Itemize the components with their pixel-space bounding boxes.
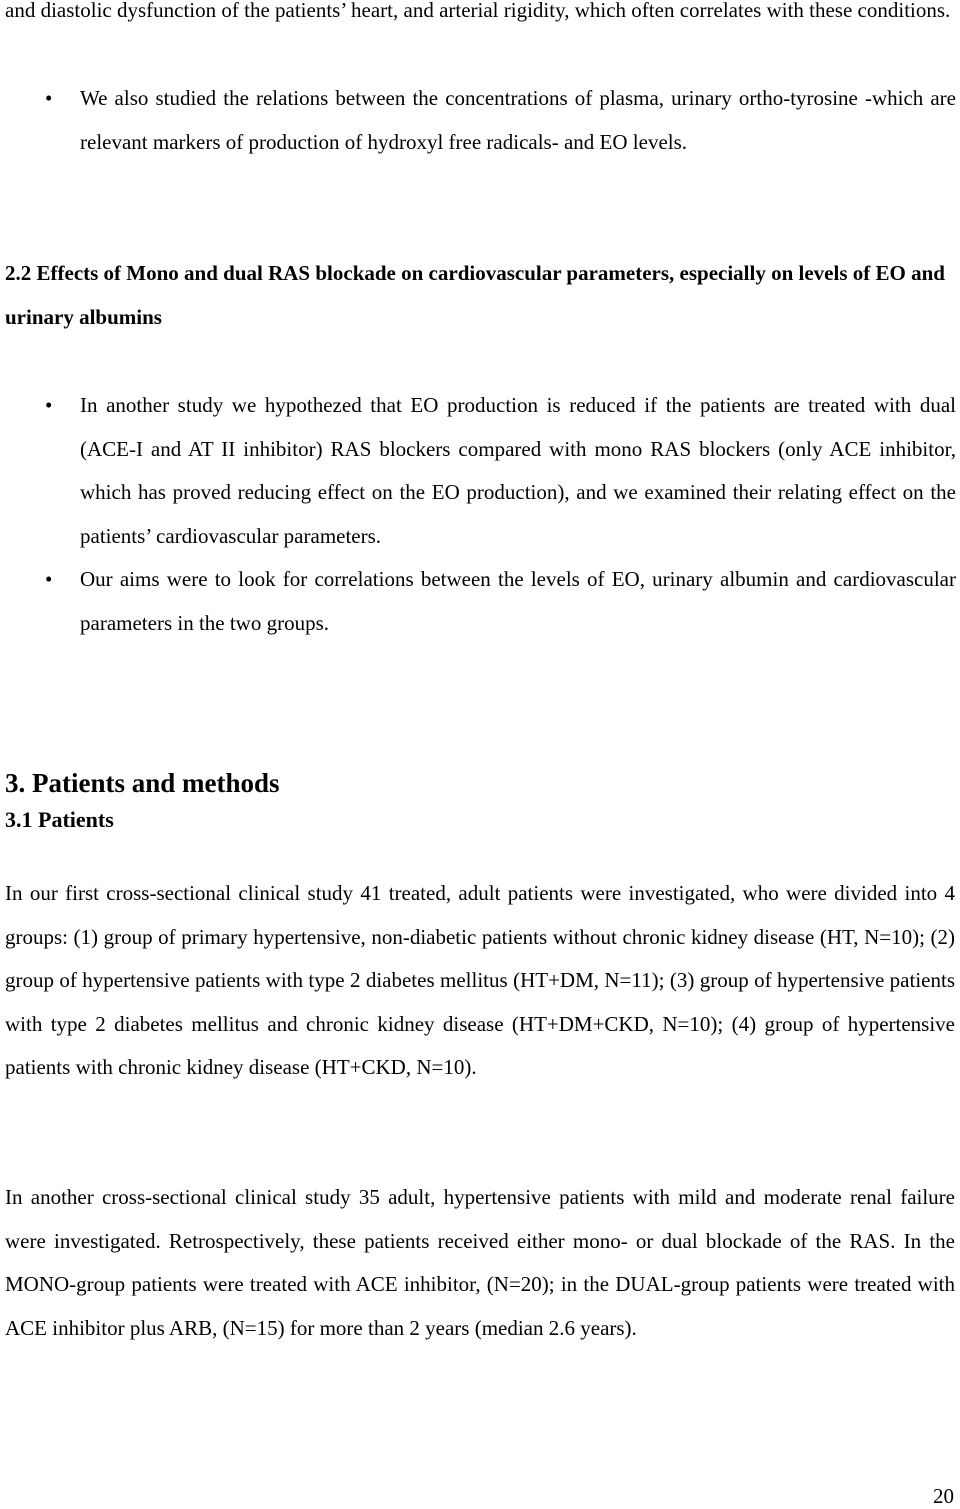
bullet-icon: • [45,393,53,417]
list-item-text: In another study we hypothezed that EO production is reduced if the patients are treated with dual (ACE-I and AT II inhibitor) RAS blockers compared with mono RAS blockers (only ACE inhibitor, which has proved reducing effect on the EO production), and we examined their relating effect on the patients’ cardiovascular parameters. [80,393,956,548]
section-2-2-heading: 2.2 Effects of Mono and dual RAS blockade on cardiovascular parameters, especially on levels of EO and urinary albumins [5,261,945,329]
bullet-icon: • [45,567,53,591]
list-item-text: We also studied the relations between the concentrations of plasma, urinary ortho-tyrosine -which are relevant markers of production of hydroxyl free radicals- and EO levels. [80,86,956,154]
patients-paragraph-2: In another cross-sectional clinical study 35 adult, hypertensive patients with mild and moderate renal failure were investigated. Retrospectively, these patients received either mono- or dual blockade of the RAS. In the MONO-group patients were treated with ACE inhibitor, (N=20); in the DUAL-group patients were treated with ACE inhibitor plus ARB, (N=15) for more than 2 years (median 2.6 years). [5,1185,955,1340]
bullet-list-section-2-2 [0,384,956,645]
bullet-icon: • [45,86,53,110]
list-item [0,384,956,558]
list-item-text: Our aims were to look for correlations between the levels of EO, urinary albumin and cardiovascular parameters in the two groups. [80,567,956,635]
list-item [0,77,956,164]
section-3-heading: 3. Patients and methods [5,768,280,798]
patients-paragraph-1: In our first cross-sectional clinical study 41 treated, adult patients were investigated, who were divided into 4 groups: (1) group of primary hypertensive, non-diabetic patients without chronic kidney disease (HT, N=10); (2) group of hypertensive patients with type 2 diabetes mellitus (HT+DM, N=11); (3) group of hypertensive patients with type 2 diabetes mellitus and chronic kidney disease (HT+DM+CKD, N=10); (4) group of hypertensive patients with chronic kidney disease (HT+CKD, N=10). [5,881,955,1079]
page-number: 20 [933,1484,954,1508]
continuation-paragraph: and diastolic dysfunction of the patients’ heart, and arterial rigidity, which often correlates with these conditions. [5,0,951,22]
list-item [0,558,956,645]
bullet-list-a [0,77,956,164]
section-3-1-heading: 3.1 Patients [5,807,114,832]
